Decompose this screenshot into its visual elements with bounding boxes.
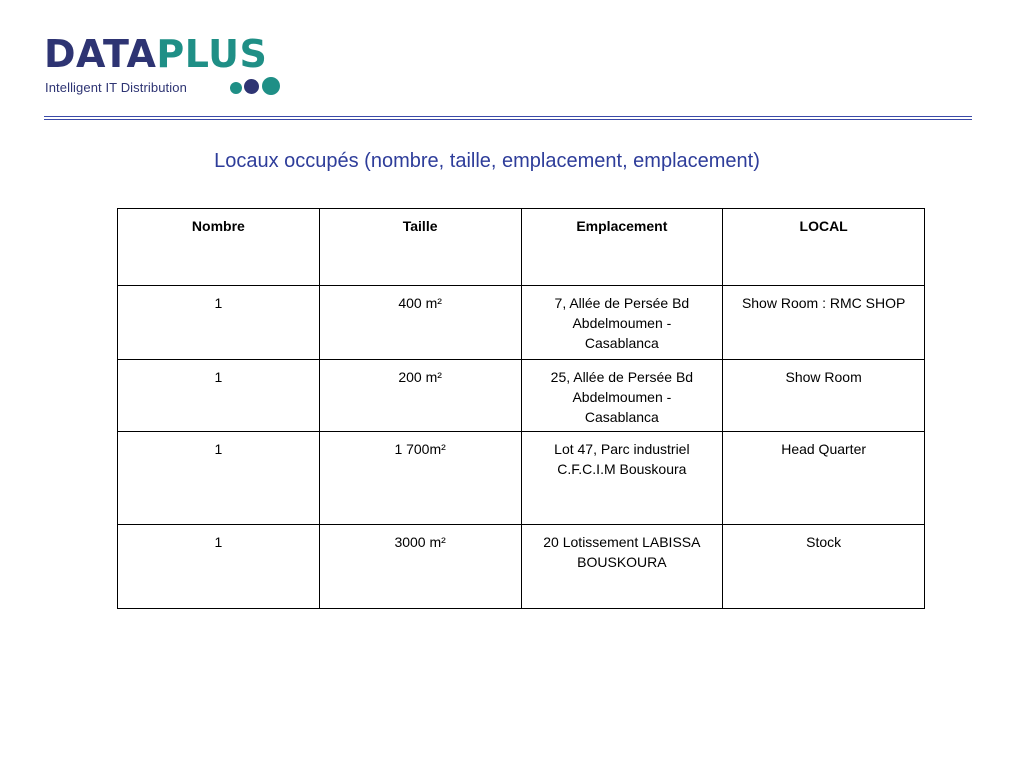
address-line: Abdelmoumen - — [572, 315, 672, 331]
logo-dot-large-icon — [262, 77, 280, 95]
logo-tagline: Intelligent IT Distribution — [45, 80, 187, 95]
dataplus-logo — [44, 34, 304, 100]
cell-nombre: 1 — [118, 360, 320, 432]
address-line: BOUSKOURA — [577, 554, 667, 570]
cell-local: Stock — [723, 525, 925, 609]
cell-taille: 200 m² — [319, 360, 521, 432]
cell-taille: 1 700m² — [319, 432, 521, 525]
cell-emplacement — [521, 360, 723, 432]
address-line: C.F.C.I.M Bouskoura — [557, 461, 687, 477]
cell-taille: 400 m² — [319, 286, 521, 360]
cell-taille: 3000 m² — [319, 525, 521, 609]
logo-wordmark — [44, 34, 267, 74]
cell-local: Show Room — [723, 360, 925, 432]
table-header-row — [118, 209, 925, 286]
logo-dot-small-icon — [230, 82, 242, 94]
cell-nombre: 1 — [118, 286, 320, 360]
header-divider-top — [44, 116, 972, 117]
table-row — [118, 286, 925, 360]
cell-emplacement — [521, 525, 723, 609]
locals-table — [117, 208, 925, 609]
address-line: 7, Allée de Persée Bd — [554, 295, 690, 311]
header-divider-bottom — [44, 119, 972, 120]
address-line: 25, Allée de Persée Bd — [550, 369, 694, 385]
header-taille: Taille — [319, 209, 521, 286]
cell-emplacement — [521, 432, 723, 525]
table-row — [118, 525, 925, 609]
header-emplacement: Emplacement — [521, 209, 723, 286]
cell-nombre: 1 — [118, 432, 320, 525]
address-line: Abdelmoumen - — [572, 389, 672, 405]
address-line: Casablanca — [584, 409, 659, 425]
header-local: LOCAL — [723, 209, 925, 286]
header-nombre: Nombre — [118, 209, 320, 286]
address-line: Casablanca — [584, 335, 659, 351]
logo-dot-medium-icon — [244, 79, 259, 94]
logo-wordmark-plus: PLUS — [156, 32, 268, 76]
cell-local: Show Room : RMC SHOP — [723, 286, 925, 360]
table-row — [118, 360, 925, 432]
cell-nombre: 1 — [118, 525, 320, 609]
table-row — [118, 432, 925, 525]
address-line: Lot 47, Parc industriel — [554, 441, 690, 457]
address-line: 20 Lotissement LABISSA — [543, 534, 701, 550]
cell-local: Head Quarter — [723, 432, 925, 525]
logo-wordmark-data: DATA — [44, 32, 157, 76]
cell-emplacement — [521, 286, 723, 360]
page-title: Locaux occupés (nombre, taille, emplacement, emplacement) — [214, 150, 760, 172]
